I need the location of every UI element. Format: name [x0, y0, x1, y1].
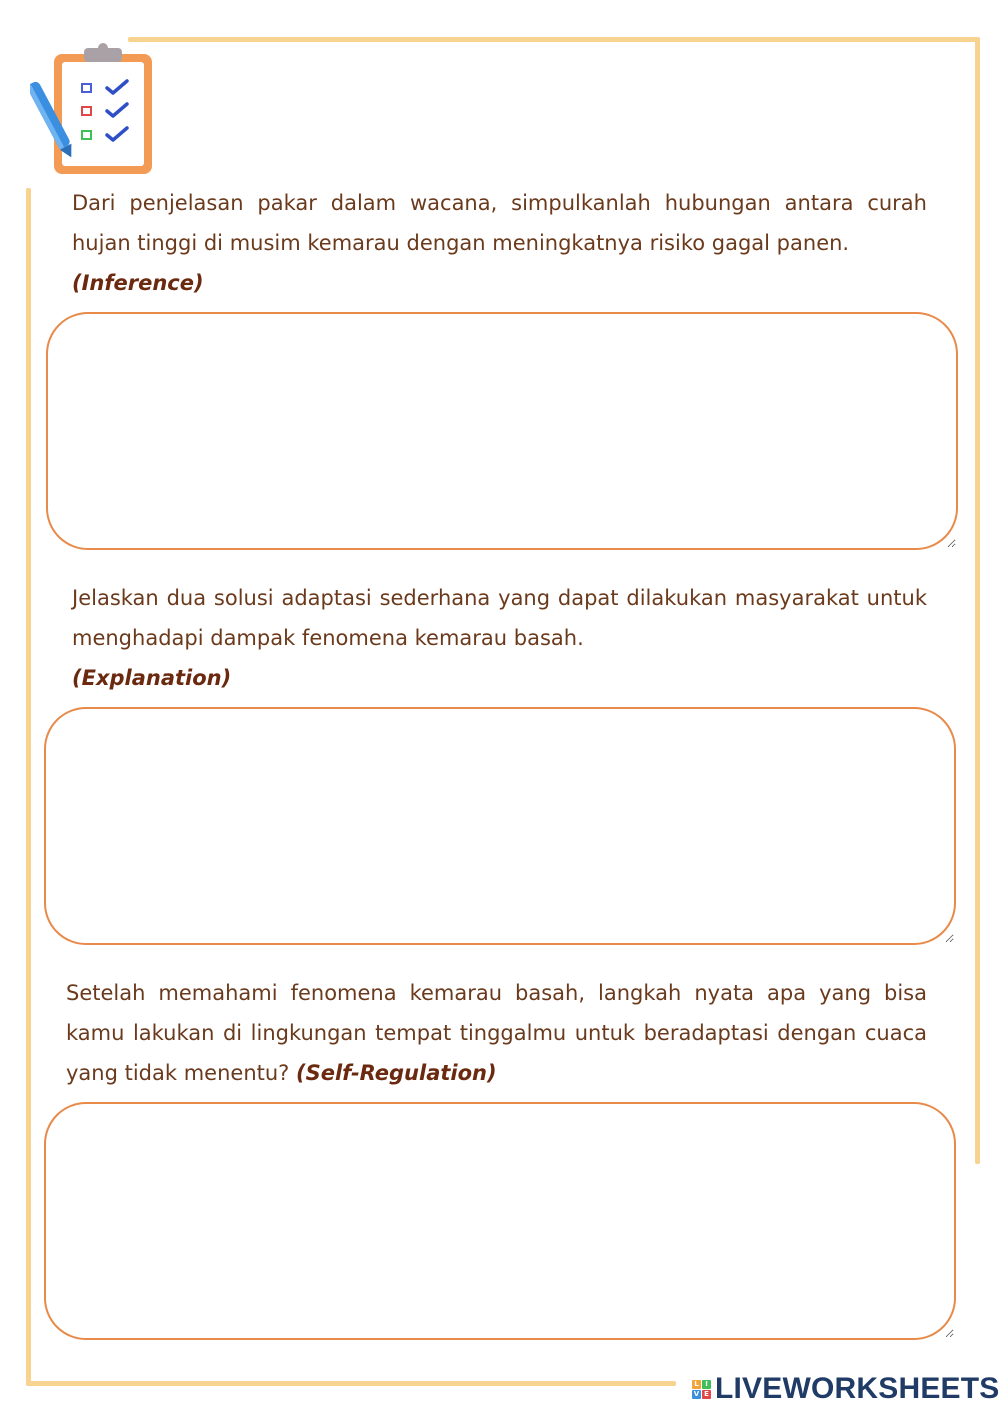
brand-name: LIVEWORKSHEETS: [715, 1372, 1000, 1405]
question-3: [66, 973, 927, 1093]
frame-bottom-border: [26, 1381, 676, 1386]
question-2-skill-tag: (Explanation): [72, 666, 232, 690]
clipboard-checklist-icon: [30, 40, 162, 180]
question-1-text: Dari penjelasan pakar dalam wacana, simpulkanlah hubungan antara curah hujan tinggi di musim kemarau dengan meningkatnya risiko gagal panen.: [72, 191, 927, 255]
frame-top-border: [128, 37, 980, 42]
logo-letter-l: L: [692, 1380, 701, 1389]
logo-letter-v: V: [693, 1389, 700, 1398]
frame-left-border: [26, 188, 31, 1386]
question-3-skill-tag: (Self-Regulation): [296, 1061, 497, 1085]
question-2: [72, 578, 927, 698]
liveworksheets-logo-icon: [692, 1380, 711, 1399]
question-1-skill-tag: (Inference): [72, 271, 204, 295]
logo-letter-e: E: [702, 1390, 711, 1399]
liveworksheets-brand[interactable]: [692, 1372, 1000, 1406]
answer-box-2[interactable]: [44, 707, 956, 945]
question-3-text: Setelah memahami fenomena kemarau basah, langkah nyata apa yang bisa kamu lakukan di lingkungan tempat tinggalmu untuk beradaptasi dengan cuaca yang tidak menentu?: [66, 981, 927, 1085]
logo-letter-i: I: [702, 1380, 711, 1389]
frame-right-border: [975, 37, 980, 1164]
question-2-text: Jelaskan dua solusi adaptasi sederhana yang dapat dilakukan masyarakat untuk menghadapi dampak fenomena kemarau basah.: [72, 586, 927, 650]
question-1: [72, 183, 927, 303]
answer-box-3[interactable]: [44, 1102, 956, 1340]
answer-box-1[interactable]: [46, 312, 958, 550]
